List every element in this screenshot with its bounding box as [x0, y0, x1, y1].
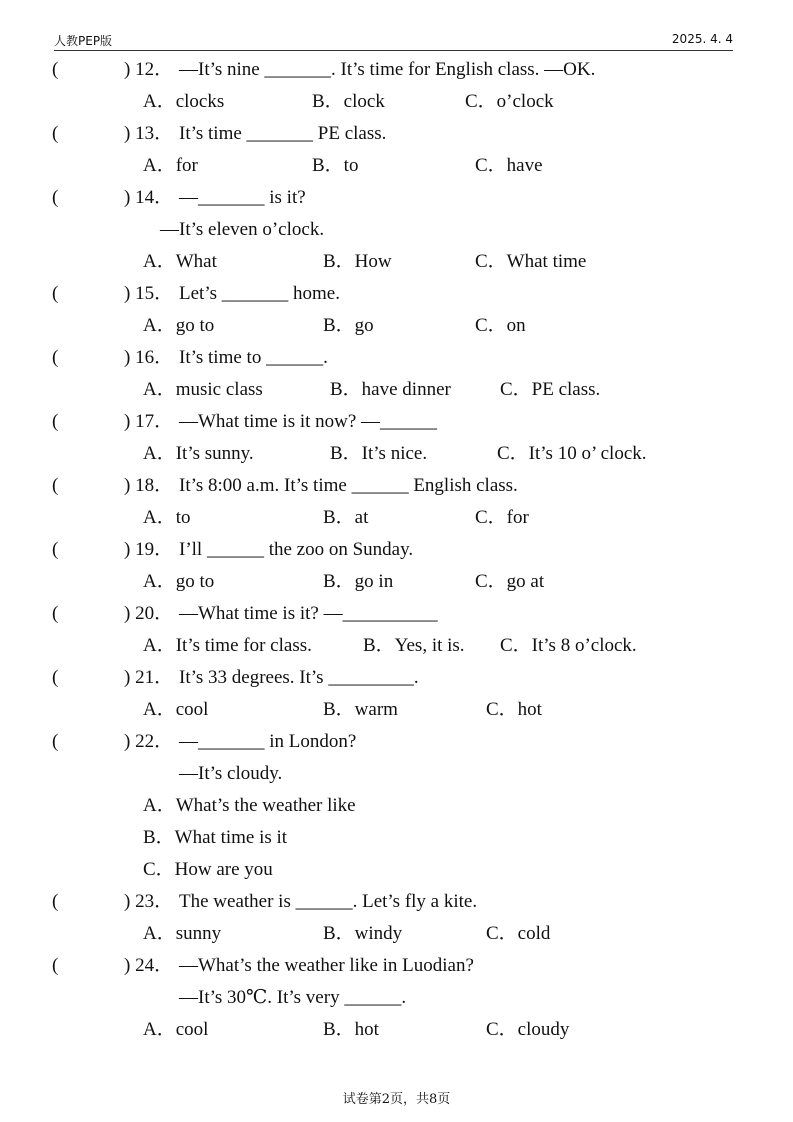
question-stem: —What’s the weather like in Luodian?	[179, 955, 474, 976]
question-number: ) 20．	[124, 603, 174, 624]
option-b: B．clock	[312, 91, 385, 112]
option-c: C．for	[475, 507, 529, 528]
question-number: ) 15．	[124, 283, 174, 304]
question-number: ) 12．	[124, 59, 174, 80]
option-a: A．cool	[143, 699, 209, 720]
option-c: C．o’clock	[465, 91, 554, 112]
question-stem: —What time is it now? —______	[179, 411, 438, 432]
option-a: A．go to	[143, 571, 215, 592]
option-b: B．It’s nice.	[330, 443, 428, 464]
option-b: B．windy	[323, 923, 403, 944]
option-c: C．on	[475, 315, 526, 336]
option-b: B．have dinner	[330, 379, 451, 400]
option-a: A．sunny	[143, 923, 222, 944]
question-number: ) 13．	[124, 123, 174, 144]
question-stem: The weather is ______. Let’s fly a kite.	[179, 891, 478, 912]
header-edition: 人教PEP版	[54, 34, 113, 48]
option-c: C．PE class.	[500, 379, 601, 400]
question-number: ) 21．	[124, 667, 174, 688]
question-stem: It’s 33 degrees. It’s _________.	[179, 667, 419, 688]
question-number: ) 24．	[124, 955, 174, 976]
option-c: C．It’s 10 o’ clock.	[497, 443, 647, 464]
option-b: B．How	[323, 251, 392, 272]
option-a: A．It’s time for class.	[143, 635, 312, 656]
option-b: B．go	[323, 315, 374, 336]
option-a: A．for	[143, 155, 198, 176]
question-stem: —_______ in London?	[179, 731, 357, 752]
question-subline: —It’s 30℃. It’s very ______.	[179, 987, 407, 1008]
question-number: ) 18．	[124, 475, 174, 496]
question-stem: —_______ is it?	[179, 187, 306, 208]
option-a: A．clocks	[143, 91, 225, 112]
option-c: C．How are you	[143, 859, 273, 880]
question-number: ) 23．	[124, 891, 174, 912]
question-number: ) 14．	[124, 187, 174, 208]
option-b: B．at	[323, 507, 369, 528]
question-stem: —It’s nine _______. It’s time for English class. —OK.	[179, 59, 596, 80]
page-footer: 试卷第2页，共8页	[342, 1092, 451, 1107]
question-stem: —What time is it? —__________	[179, 603, 438, 624]
option-b: B．Yes, it is.	[363, 635, 465, 656]
option-c: C．have	[475, 155, 543, 176]
question-stem: I’ll ______ the zoo on Sunday.	[179, 539, 414, 560]
option-c: C．go at	[475, 571, 545, 592]
option-b: B．warm	[323, 699, 398, 720]
option-c: C．What time	[475, 251, 587, 272]
option-a: A．to	[143, 507, 191, 528]
option-b: B．hot	[323, 1019, 379, 1040]
header-date: 2025. 4. 4	[671, 32, 733, 46]
option-a: A．What’s the weather like	[143, 795, 356, 816]
question-stem: Let’s _______ home.	[179, 283, 340, 304]
option-a: A．What	[143, 251, 217, 272]
option-c: C．cold	[486, 923, 551, 944]
page-header	[54, 30, 733, 51]
option-b: B．What time is it	[143, 827, 288, 848]
option-b: B．to	[312, 155, 359, 176]
question-stem: It’s time to ______.	[179, 347, 328, 368]
option-c: C．cloudy	[486, 1019, 570, 1040]
option-c: C．It’s 8 o’clock.	[500, 635, 637, 656]
question-number: ) 16．	[124, 347, 174, 368]
option-a: A．cool	[143, 1019, 209, 1040]
question-number: ) 22．	[124, 731, 174, 752]
question-subline: —It’s cloudy.	[179, 763, 283, 784]
question-number: ) 19．	[124, 539, 174, 560]
option-a: A．go to	[143, 315, 215, 336]
option-c: C．hot	[486, 699, 542, 720]
question-subline: —It’s eleven o’clock.	[160, 219, 325, 240]
option-a: A．music class	[143, 379, 263, 400]
question-number: ) 17．	[124, 411, 174, 432]
option-b: B．go in	[323, 571, 394, 592]
option-a: A．It’s sunny.	[143, 443, 254, 464]
question-stem: It’s 8:00 a.m. It’s time ______ English class.	[179, 475, 518, 496]
question-stem: It’s time _______ PE class.	[179, 123, 387, 144]
